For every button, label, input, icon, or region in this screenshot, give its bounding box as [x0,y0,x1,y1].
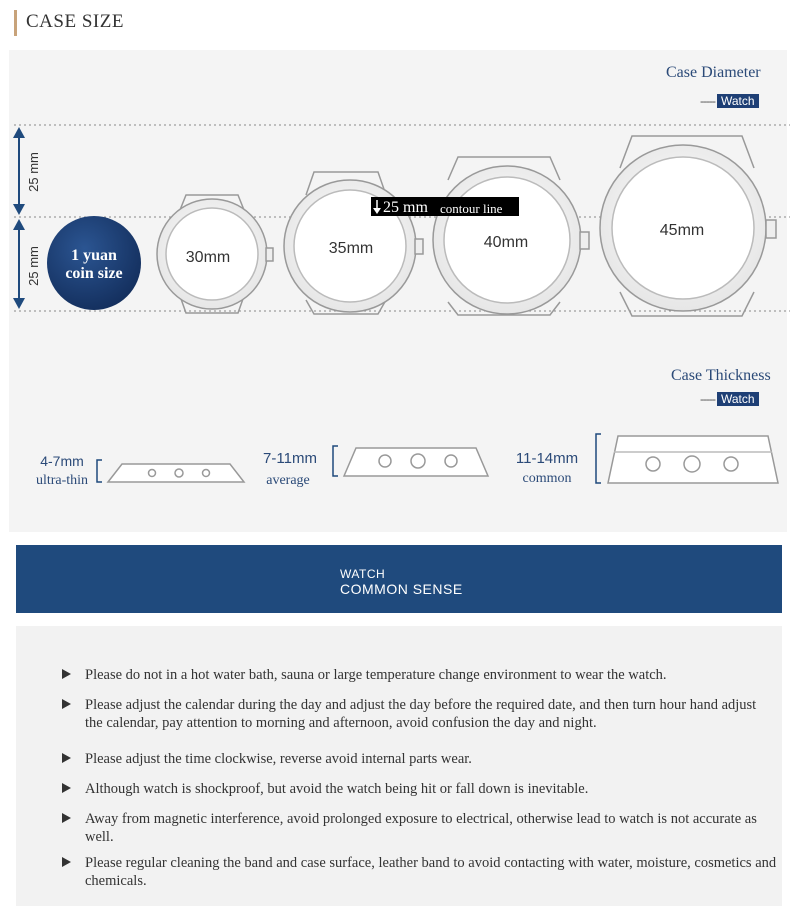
watch-side-ultra-thin-icon [108,464,244,482]
watch-tag: Watch [717,94,759,108]
list-item [62,854,777,890]
triangle-bullet-icon [62,857,71,867]
tip-text: Please adjust the time clockwise, reverse avoid internal parts wear. [85,751,472,767]
tip-text: Please regular cleaning the band and case surface, leather band to avoid contacting with water, moisture, cosmetics and chemicals. [85,855,777,889]
triangle-bullet-icon [62,753,71,763]
watch-size-45mm: 45mm [659,222,705,239]
thickness-bracket-ultra-thin [97,460,102,482]
scale-arrow-bottom [13,219,25,309]
banner-line2: COMMON SENSE [340,581,463,597]
thickness-range-average: 7-11mm [263,450,317,467]
thickness-label-average: average [266,473,310,488]
tips-panel [16,626,782,906]
tip-text: Away from magnetic interference, avoid prolonged exposure to electrical, otherwise lead to watch is not accurate as well. [85,811,757,845]
coin-label-line1: 1 yuan [71,247,117,264]
tip-text: Please do not in a hot water bath, sauna or large temperature change environment to wear the watch. [85,667,667,683]
watch-side-common-icon [608,436,778,483]
watch-tag: Watch [717,392,759,406]
list-item [62,666,777,684]
thickness-range-ultra-thin: 4-7mm [40,453,84,469]
tag-dash: ----- [700,392,715,406]
scale-arrow-top [13,127,25,215]
list-item [62,696,777,732]
thickness-label-common: common [522,471,572,486]
triangle-bullet-icon [62,669,71,679]
watch-size-35mm: 35mm [328,240,374,257]
thickness-label-ultra-thin: ultra-thin [35,473,89,488]
case-diameter-title: Case Diameter [666,64,761,81]
triangle-bullet-icon [62,783,71,793]
scale-label-top: 25 mm [26,152,41,192]
triangle-bullet-icon [62,813,71,823]
common-sense-banner [16,545,782,613]
thickness-range-common: 11-14mm [515,450,579,467]
watch-size-30mm: 30mm [185,249,231,266]
contour-text: contour line [440,201,503,216]
case-thickness-title: Case Thickness [671,367,771,384]
list-item [62,750,777,768]
page-title: CASE SIZE [26,11,124,32]
coin-label-line2: coin size [65,265,123,282]
contour-value: 25 mm [383,199,428,216]
list-item [62,810,777,846]
thickness-bracket-common [596,434,601,483]
triangle-bullet-icon [62,699,71,709]
watch-side-average-icon [344,448,488,476]
tip-text: Although watch is shockproof, but avoid the watch being hit or fall down is inevitable. [85,781,589,797]
watch-size-40mm: 40mm [483,234,529,251]
banner-line1: WATCH [340,567,386,581]
tip-text: Please adjust the calendar during the day and adjust the day before the required date, and then turn hour hand adjust the calendar, pay attention to morning and afternoon, avoid confusion the day and night. [85,697,757,731]
thickness-bracket-average [333,446,338,476]
tag-dash: ----- [700,94,715,108]
contour-line-label [371,197,519,216]
list-item [62,780,777,798]
scale-label-bottom: 25 mm [26,246,41,286]
